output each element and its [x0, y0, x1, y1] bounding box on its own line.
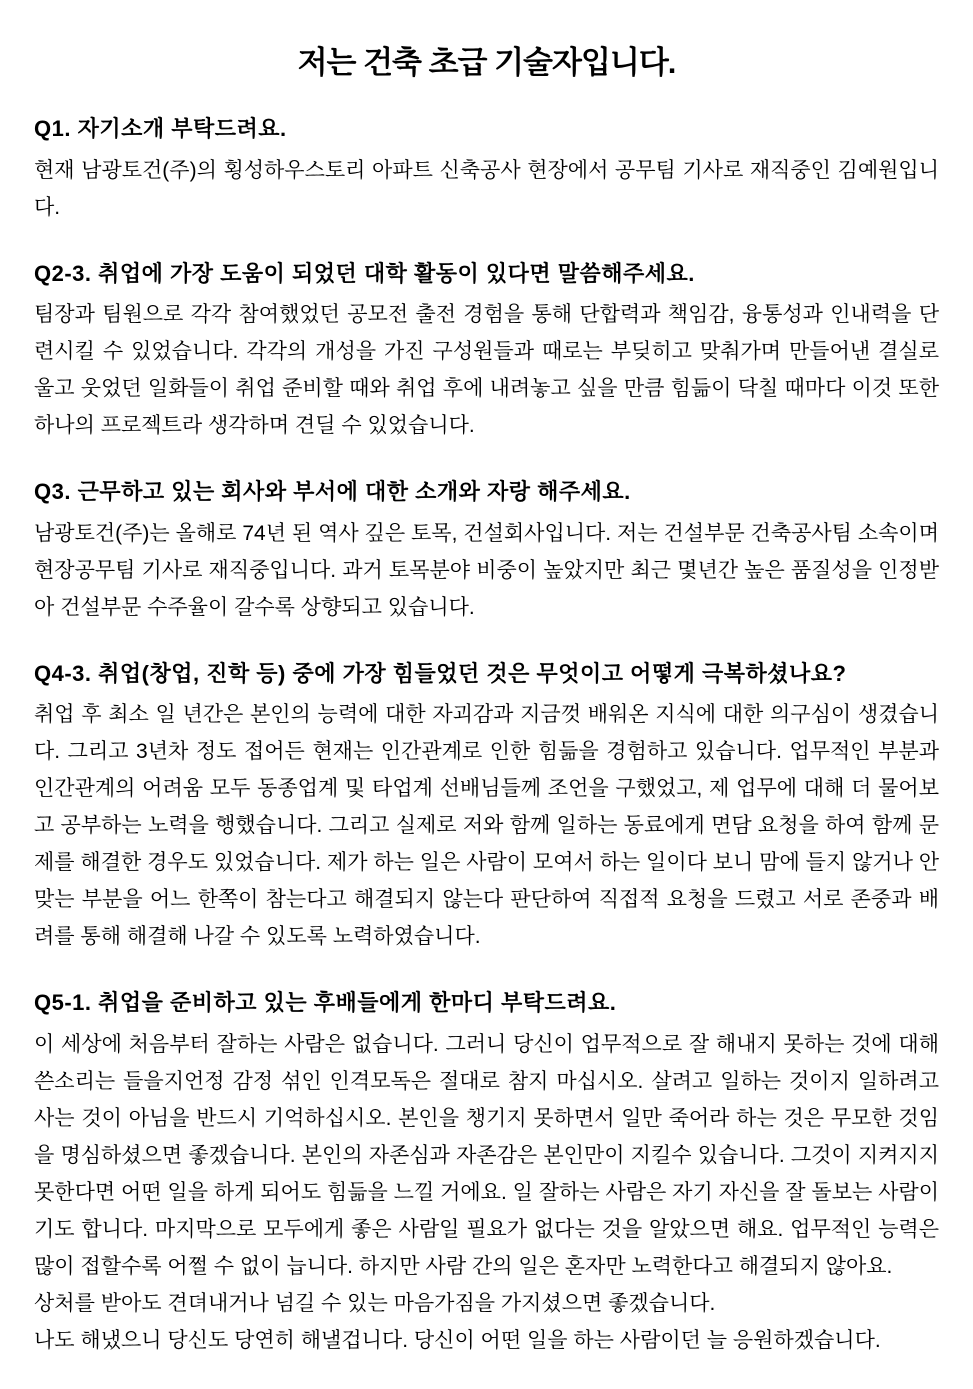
answer-paragraph: 남광토건(주)는 올해로 74년 된 역사 깊은 토목, 건설회사입니다. 저는 건설부문 건축공사팀 소속이며 현장공무팀 기사로 재직중입니다. 과거 토목분야 비중이 높았지만 최근 몇년간 높은 품질성을 인정받아 건설부문 수주율이 갈수록 상향되고 있습니다. [34, 521, 939, 619]
qa-section-q5-1 [34, 989, 939, 1359]
qa-section-q2-3 [34, 260, 939, 445]
question-heading-q1: Q1. 자기소개 부탁드려요. [34, 116, 287, 142]
answer-paragraph: 취업 후 최소 일 년간은 본인의 능력에 대한 자괴감과 지금껏 배워온 지식에 대한 의구심이 생겼습니다. 그리고 3년차 정도 접어든 현재는 인간관계로 인한 힘듦을 경험하고 있습니다. 업무적인 부분과 인간관계의 어려움 모두 동종업계 및 타업계 선배님들께 조언을 구했었고, 제 업무에 대해 더 물어보고 공부하는 노력을 행했습니다. 그리고 실제로 저와 함께 일하는 동료에게 면담 요청을 하여 함께 문제를 해결한 경우도 있었습니다. 제가 하는 일은 사람이 모여서 하는 일이다 보니 맘에 들지 않거나 안 맞는 부분을 어느 한쪽이 참는다고 해결되지 않는다 판단하여 직접적 요청을 드렸고 서로 존중과 배려를 통해 해결해 나갈 수 있도록 노력하였습니다. [34, 703, 939, 949]
answer-paragraph: 나도 해냈으니 당신도 당연히 해낼겁니다. 당신이 어떤 일을 하는 사람이던 늘 응원하겠습니다. [34, 1328, 881, 1352]
answer-paragraph: 이 세상에 처음부터 잘하는 사람은 없습니다. 그러니 당신이 업무적으로 잘 해내지 못하는 것에 대해 쓴소리는 들을지언정 감정 섞인 인격모독은 절대로 참지 마십시오. 살려고 일하는 것이지 일하려고 사는 것이 아님을 반드시 기억하십시오. 본인을 챙기지 못하면서 일만 죽어라 하는 것은 무모한 것임을 명심하셨으면 좋겠습니다. 본인의 자존심과 자존감은 본인만이 지킬수 있습니다. 그것이 지켜지지 못한다면 어떤 일을 하게 되어도 힘듦을 느낄 거에요. 일 잘하는 사람은 자기 자신을 잘 돌보는 사람이기도 합니다. 마지막으로 모두에게 좋은 사람일 필요가 없다는 것을 알았으면 해요. 업무적인 능력은 많이 접할수록 어쩔 수 없이 늡니다. 하지만 사람 간의 일은 혼자만 노력한다고 해결되지 않아요. [34, 1032, 939, 1278]
answer-paragraph: 현재 남광토건(주)의 횡성하우스토리 아파트 신축공사 현장에서 공무팀 기사로 재직중인 김예원입니다. [34, 158, 939, 219]
qa-section-q4-3 [34, 660, 939, 956]
answer-paragraph: 팀장과 팀원으로 각각 참여했었던 공모전 출전 경험을 통해 단합력과 책임감, 융통성과 인내력을 단련시킬 수 있었습니다. 각각의 개성을 가진 구성원들과 때로는 부딪히고 맞춰가며 만들어낸 결실로 울고 웃었던 일화들이 취업 준비할 때와 취업 후에 내려놓고 싶을 만큼 힘듦이 닥칠 때마다 이것 또한 하나의 프로젝트라 생각하며 견딜 수 있었습니다. [34, 303, 939, 438]
answer-paragraph: 상처를 받아도 견뎌내거나 넘길 수 있는 마음가짐을 가지셨으면 좋겠습니다. [34, 1291, 716, 1315]
question-heading-q5-1: Q5-1. 취업을 준비하고 있는 후배들에게 한마디 부탁드려요. [34, 990, 617, 1016]
question-heading-q4-3: Q4-3. 취업(창업, 진학 등) 중에 가장 힘들었던 것은 무엇이고 어떻게 극복하셨나요? [34, 660, 847, 686]
question-heading-q3: Q3. 근무하고 있는 회사와 부서에 대한 소개와 자랑 해주세요. [34, 479, 631, 505]
question-heading-q2-3: Q2-3. 취업에 가장 도움이 되었던 대학 활동이 있다면 말씀해주세요. [34, 260, 695, 286]
document-title: 저는 건축 초급 기술자입니다. [297, 45, 676, 80]
qa-section-q3 [34, 478, 939, 626]
qa-section-q1 [34, 115, 939, 226]
